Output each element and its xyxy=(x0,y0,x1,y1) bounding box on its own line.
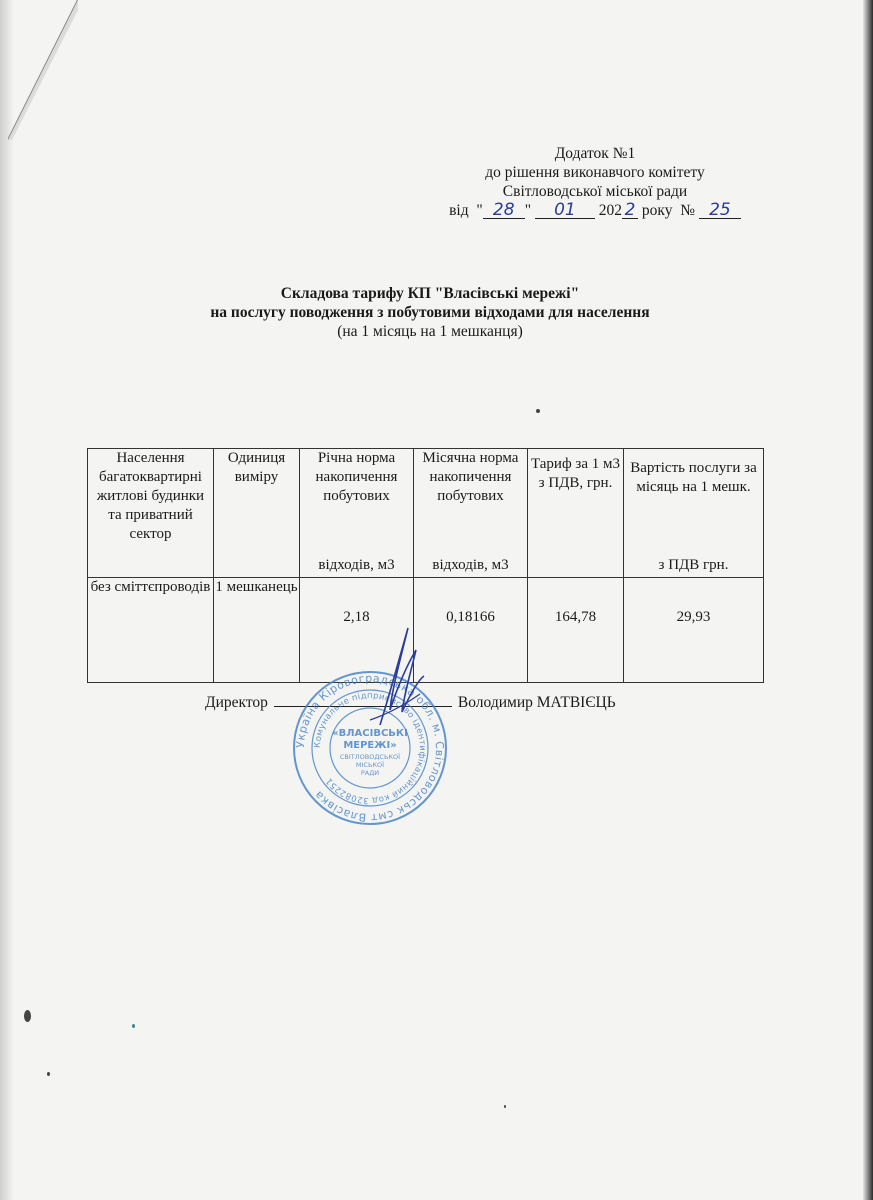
annex-decision: до рішення виконавчого комітету xyxy=(485,164,705,181)
scan-speck xyxy=(504,1105,506,1108)
svg-text:РАДИ: РАДИ xyxy=(360,769,380,777)
scan-left-edge xyxy=(0,0,14,1200)
scan-speck xyxy=(536,409,540,413)
cell-unit: 1 мешканець xyxy=(214,578,300,683)
title-line-2: на послугу поводження з побутовими відходами для населення xyxy=(210,304,650,321)
annex-council: Світловодської міської ради xyxy=(502,183,688,200)
annex-date-line: від " 28 " 01 202 2 року № 25 xyxy=(420,201,770,220)
header-tariff: Тариф за 1 м3 з ПДВ, грн. xyxy=(528,449,624,578)
signer-name: Володимир МАТВІЄЦЬ xyxy=(457,694,616,711)
handwritten-signature xyxy=(330,620,450,730)
table-header-row xyxy=(88,449,764,578)
cell-cost: 29,93 xyxy=(624,578,764,683)
number-prefix: № xyxy=(680,202,696,219)
header-cost: Вартість послуги за місяць на 1 мешк. з ПДВ грн. xyxy=(624,449,764,578)
svg-text:МЕРЕЖІ»: МЕРЕЖІ» xyxy=(343,740,397,751)
year-digit: 2 xyxy=(622,202,638,219)
scan-right-edge xyxy=(863,0,873,1200)
document-title xyxy=(90,284,770,341)
date-month: 01 xyxy=(535,202,595,219)
year-suffix: року xyxy=(641,202,673,219)
header-unit: Одиниця виміру xyxy=(214,449,300,578)
cell-tariff: 164,78 xyxy=(528,578,624,683)
header-monthly-norm: Місячна норма накопичення побутових відходів, м3 xyxy=(414,449,528,578)
decision-number: 25 xyxy=(699,202,741,219)
annex-title: Додаток №1 xyxy=(554,145,636,162)
title-line-3: (на 1 місяць на 1 мешканця) xyxy=(337,323,523,340)
cell-monthly-norm: 0,18166 xyxy=(414,578,528,683)
signer-position: Директор xyxy=(205,694,268,711)
svg-text:Комунальне підприємство іденти: Комунальне підприємство ідентифікаційний код 32082251 xyxy=(312,690,428,806)
svg-text:«ВЛАСІВСЬКІ: «ВЛАСІВСЬКІ xyxy=(332,728,408,739)
svg-text:МІСЬКОЇ: МІСЬКОЇ xyxy=(355,761,385,769)
annex-block xyxy=(420,144,770,220)
scan-speck xyxy=(24,1010,31,1022)
title-line-1: Складова тарифу КП "Власівські мережі" xyxy=(280,285,580,302)
header-annual-norm: Річна норма накопичення побутових відходів, м3 xyxy=(300,449,414,578)
cell-annual-norm: 2,18 xyxy=(300,578,414,683)
scan-speck xyxy=(132,1024,135,1028)
scan-speck xyxy=(47,1072,50,1076)
svg-text:Україна Кіровоградська обл. м.: Україна Кіровоградська обл. м. Світловодськ смт Власівка xyxy=(293,671,447,825)
svg-text:СВІТЛОВОДСЬКОЇ: СВІТЛОВОДСЬКОЇ xyxy=(339,753,401,761)
date-prefix: від xyxy=(449,202,469,219)
paper-fold-mark xyxy=(8,0,78,140)
date-day: 28 xyxy=(483,202,525,219)
year-prefix: 202 xyxy=(598,202,623,219)
cell-category: без сміттєпроводів xyxy=(88,578,214,683)
header-population: Населення багатоквартирні житлові будинки та приватний сектор xyxy=(88,449,214,578)
